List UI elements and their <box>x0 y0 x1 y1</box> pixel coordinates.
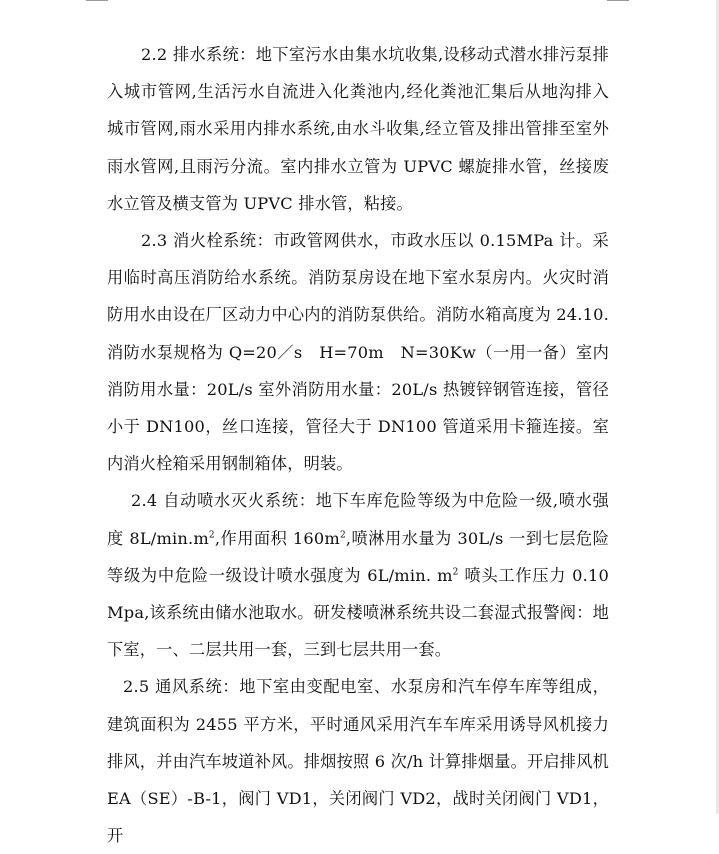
paragraph-ventilation-system: 2.5 通风系统：地下室由变配电室、水泵房和汽车停车库等组成，建筑面积为 2455 平方米，平时通风采用汽车车库采用诱导风机接力排风，并由汽车坡道补风。排烟按照 6 次/h 计算排烟量。开启排风机 EA（SE）-B-1，阀门 VD1，关闭阀门 VD2，战时关闭阀门 VD1，开 <box>107 677 609 846</box>
paragraph-drainage-system: 2.2 排水系统：地下室污水由集水坑收集,设移动式潜水排污泵排入城市管网,生活污水自流进入化粪池内,经化粪池汇集后从地沟排入城市管网,雨水采用内排水系统,由水斗收集,经立管及排出管排至室外雨水管网,且雨污分流。室内排水立管为 UPVC 螺旋排水管，丝接废水立管及横支管为 UPVC 排水管，粘接。 <box>107 45 609 213</box>
paragraph-sprinkler-system <box>107 482 609 668</box>
superscript: 2 <box>339 530 346 541</box>
document-body <box>107 36 609 854</box>
paragraph-fire-hydrant-system: 2.3 消火栓系统：市政管网供水，市政水压以 0.15MPa 计。采用临时高压消防给水系统。消防泵房设在地下室水泵房内。火灾时消防用水由设在厂区动力中心内的消防泵供给。消防水箱高度为 24.10.消防水泵规格为 Q=20／s H=70m N=30Kw（一用一备）室内消防用水量：20L/s 室外消防用水量：20L/s 热镀锌钢管连接，管径小于 DN100，丝口连接，管径大于 DN100 管道采用卡箍连接。室内消火栓箱采用钢制箱体，明装。 <box>107 231 609 474</box>
superscript: 2 <box>208 530 215 541</box>
sprinkler-text-4: 喷头工作压力 0.10Mpa,该系统由储水池取水。研发楼喷淋系统共设二套湿式报警阀：地下室，一、二层共用一套，三到七层共用一套。 <box>107 565 609 660</box>
sprinkler-text-1: 2.4 自动喷水灭火系统：地下车库危险等级为中危险一级,喷水强度 8L/min.m <box>107 491 609 548</box>
sprinkler-text-2: ,作用面积 160m <box>214 528 340 548</box>
crop-mark-left <box>86 0 108 1</box>
crop-mark-right <box>607 0 629 1</box>
sprinkler-text-3: ,喷淋用水量为 30L/s 一到七层危险等级为中危险一级设计喷水强度为 6L/min. m <box>107 528 609 585</box>
superscript: 2 <box>452 567 459 578</box>
